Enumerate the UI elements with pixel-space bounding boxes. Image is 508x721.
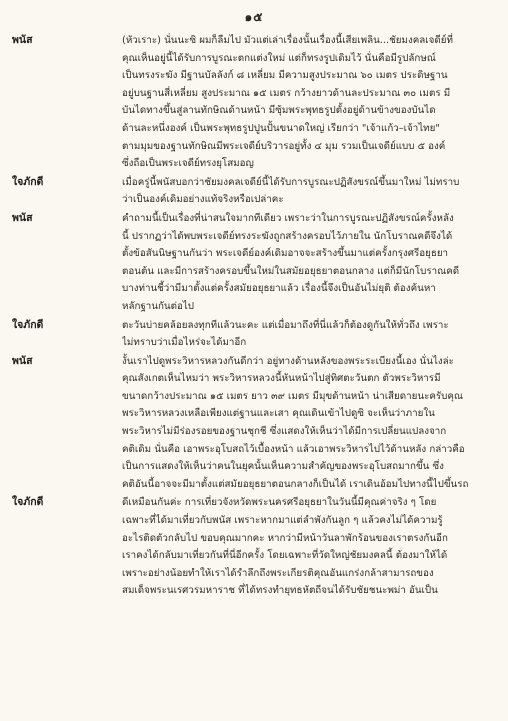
- text-line: ดีเหมือนกันค่ะ การเที่ยวจังหวัดพระนครศรีอยุธยาในวันนี้มีคุณค่าจริง ๆ โดย: [122, 497, 437, 509]
- speaker-name: พนัส: [12, 354, 33, 367]
- text-line: ขนาดกว้างประมาณ ๑๕ เมตร ยาว ๓๙ เมตร มีมุขด้านหน้า น่าเสียดายนะครับคุณ: [122, 390, 464, 402]
- text-line: ไม่ทราบว่าเมื่อไหร่จะได้มาอีก: [122, 337, 247, 349]
- text-line: อยู่บนฐานสี่เหลี่ยม สูงประมาณ ๑๕ เมตร กว้างยาวด้านละประมาณ ๓๐ เมตร มี: [122, 87, 451, 99]
- text-line: บางท่านชี้ว่ามีมาตั้งแต่ครั้งสมัยอยุธยาแล้ว เรื่องนี้จึงเป็นอันไม่ยุติ ต้องค้นหา: [122, 283, 436, 295]
- text-line: งั้นเราไปดูพระวิหารหลวงกันดีกว่า อยู่ทางด้านหลังของพระระเบียงนี้เอง นั่นไงล่ะ: [122, 355, 454, 367]
- text-line: สมเด็จพระนเรศวรมหาราช ที่ได้ทรงทำยุทธหัตถีจนได้รับชัยชนะพม่า อันเป็น: [122, 585, 438, 597]
- dialogue-turn: [10, 210, 498, 316]
- speech-text: [122, 210, 498, 316]
- text-line: ตะวันบ่ายคล้อยลงทุกทีแล้วนะคะ แต่เมื่อมาถึงที่นี่แล้วก็ต้องดูกันให้ทั่วถึง เพราะ: [122, 319, 449, 331]
- text-line: (หัวเราะ) นั่นนะซิ ผมก็ลืมไป มัวแต่เล่าเรื่องนั้นเรื่องนี้เสียเพลิน...ชัยมงคลเจดีย์ที่: [122, 35, 453, 46]
- text-line: พระวิหารหลวงเหลือเพียงแต่ฐานและเสา คุณเดินเข้าไปดูซิ จะเห็นว่าภายใน: [122, 408, 435, 420]
- text-line: เราคงได้กลับมาเที่ยวกันที่นี่อีกครั้ง โดยเฉพาะที่วัดใหญ่ชัยมงคลนี้ ต้องมาให้ได้: [122, 550, 448, 562]
- speech-text: [122, 353, 498, 494]
- text-line: ตั้งข้อสันนิษฐานกันว่า พระเจดีย์องค์เดิมอาจจะสร้างขึ้นมาแต่ครั้งกรุงศรีอยุธยา: [122, 248, 449, 260]
- dialogue-turn: [10, 174, 498, 209]
- text-line: นี้ ปรากฏว่าได้พบพระเจดีย์ทรงระฆังถูกสร้างครอบไว้ภายใน นักโบราณคดีจึงได้: [122, 230, 453, 242]
- dialogue-turn: [10, 317, 498, 352]
- speech-text: [122, 317, 498, 352]
- text-line: เฉพาะที่ได้มาเที่ยวกับพนัส เพราะหากมาแต่ลำพังกันลูก ๆ แล้วคงไม่ได้ความรู้: [122, 515, 443, 527]
- text-line: คติอันนี้อาจจะมีมาตั้งแต่สมัยอยุธยาตอนกลางก็เป็นได้ เราเดินอ้อมไปทางนี้ไปขึ้นรถ: [122, 478, 469, 490]
- text-line: บันไดทางขึ้นสู่ลานทักษิณด้านหน้า มีซุ้มพระพุทธรูปตั้งอยู่ด้านข้างของบันได: [122, 105, 436, 117]
- speaker-name: ใจภักดี: [12, 496, 44, 509]
- text-line: เป็นการแสดงให้เห็นว่าคนในยุคนั้นเห็นความสำคัญของพระอุโบสถมากขึ้น ซึ่ง: [122, 461, 444, 473]
- text-line: คุณสังเกตเห็นไหมว่า พระวิหารหลวงนี้หันหน้าไปสู่ทิศตะวันตก ตัวพระวิหารมี: [122, 373, 441, 385]
- text-line: หลักฐานกันต่อไป: [122, 300, 195, 312]
- dialogue: [10, 32, 498, 717]
- dialogue-turn: [10, 494, 498, 600]
- speaker-name: พนัส: [12, 211, 33, 224]
- speaker-name: ใจภักดี: [12, 175, 44, 188]
- text-line: คติเดิม นั่นคือ เอาพระอุโบสถไว้เบื้องหน้า แล้วเอาพระวิหารไปไว้ด้านหลัง กล่าวคือ: [122, 443, 465, 455]
- speaker-name: พนัส: [12, 34, 33, 46]
- text-line: คุณเห็นอยู่นี้ได้รับการบูรณะตกแต่งใหม่ แต่ก็ทรงรูปเดิมไว้ นั่นคือมีรูปลักษณ์: [122, 52, 436, 64]
- speaker-name: ใจภักดี: [12, 318, 44, 331]
- text-line: เป็นทรงระฆัง มีฐานบัลลังก์ ๘ เหลี่ยม มีความสูงประมาณ ๖๐ เมตร ประดิษฐาน: [122, 70, 448, 82]
- text-line: ตามมุมของฐานทักษิณมีพระเจดีย์บริวารอยู่ทั้ง ๔ มุม รวมเป็นเจดีย์แบบ ๕ องค์: [122, 140, 446, 152]
- text-line: ซึ่งถือเป็นพระเจดีย์ทรงยุโสมอญ: [122, 158, 254, 170]
- speech-text: [122, 174, 498, 209]
- speech-text: [122, 494, 498, 600]
- text-line: อะไรติดตัวกลับไป ขอบคุณมากคะ หากว่ามีหน้าวันลาพักร้อนของเราตรงกันอีก: [122, 532, 448, 544]
- text-line: เพราะอย่างน้อยทำให้เราได้รำลึกถึงพระเกียรติคุณอันแกร่งกล้าสามารถของ: [122, 567, 434, 579]
- text-line: คำถามนี้เป็นเรื่องที่น่าสนใจมากทีเดียว เพราะว่าในการบูรณะปฏิสังขรณ์ครั้งหลัง: [122, 212, 454, 224]
- dialogue-turn: [10, 32, 498, 173]
- speech-text: [122, 32, 498, 173]
- text-line: เมื่อครู่นี้พนัสบอกว่าชัยมงคลเจดีย์นี้ได้รับการบูรณะปฏิสังขรณ์ขึ้นมาใหม่ ไม่ทราบ: [122, 176, 460, 188]
- text-line: ตอนต้น และมีการสร้างครอบขึ้นใหม่ในสมัยอยุธยาตอนกลาง แต่ก็มีนักโบราณคดี: [122, 265, 460, 277]
- page-number: ๑๕: [244, 10, 264, 24]
- text-line: พระวิหารไม่มีร่องรอยของฐานชุกชี ซึ่งแสดงให้เห็นว่าได้มีการเปลี่ยนแปลงจาก: [122, 426, 447, 438]
- text-line: ด้านละหนึ่งองค์ เป็นพระพุทธรูปปูนปั้นขนาดใหญ่ เรียกว่า "เจ้าแก้ว–เจ้าไทย": [122, 122, 440, 134]
- dialogue-turn: [10, 353, 498, 494]
- text-line: ว่าเป็นองค์เดิมอย่างแท้จริงหรือเปล่าคะ: [122, 194, 284, 206]
